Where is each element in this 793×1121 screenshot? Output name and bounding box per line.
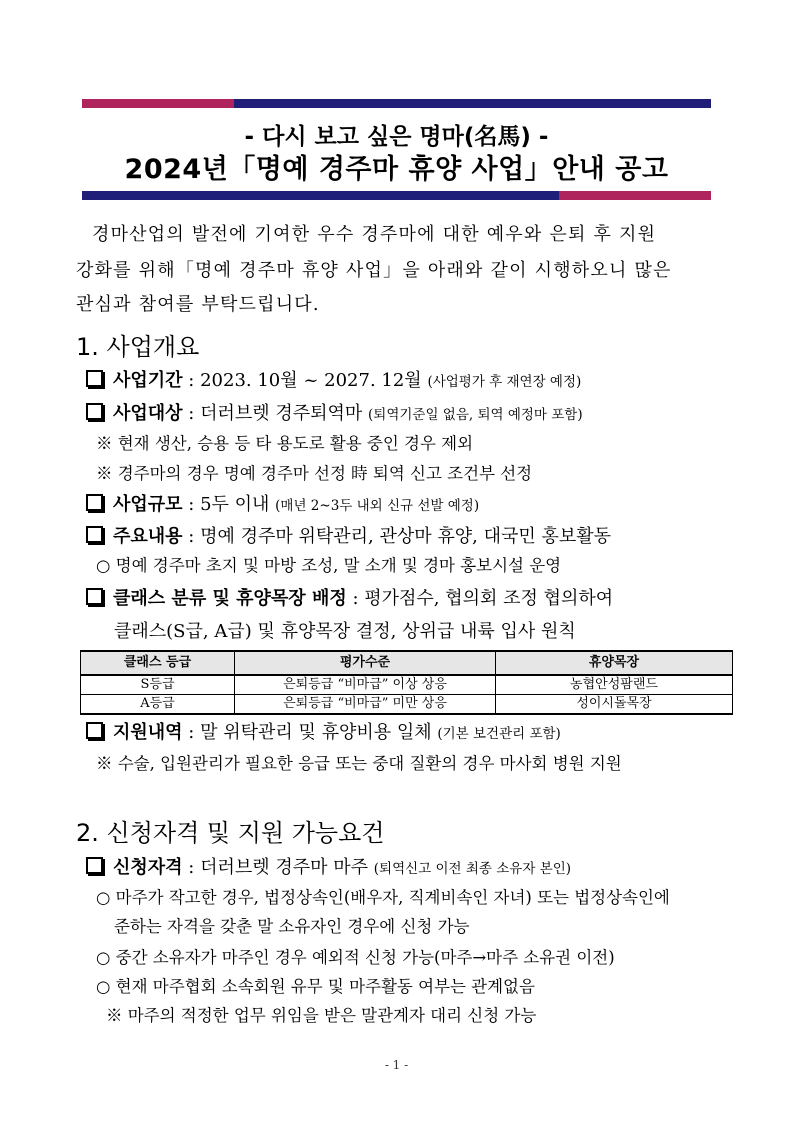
- target-row: [86, 399, 583, 425]
- qual-item-1: ○ 마주가 작고한 경우, 법정상속인(배우자, 직계비속인 자녀) 또는 법정상속인에: [96, 888, 670, 907]
- qual-item-2: ○ 중간 소유자가 마주인 경우 예외적 신청 가능(마주→마주 소유권 이전): [96, 948, 615, 967]
- period-value: : 2023. 10월 ~ 2027. 12월: [188, 370, 422, 391]
- section-2-heading: 2. 신청자격 및 지원 가능요건: [76, 819, 385, 847]
- qual-item-1-cont: 준하는 자격을 갖춘 말 소유자인 경우에 신청 가능: [114, 917, 470, 936]
- checkbox-icon: [86, 722, 103, 739]
- period-note: (사업평가 후 재연장 예정): [427, 374, 582, 390]
- support-note: (기본 보건관리 포함): [437, 726, 561, 742]
- class-line-2: 클래스(S급, A급) 및 휴양목장 결정, 상위급 내륙 입사 원칙: [114, 621, 576, 642]
- content-row: [86, 522, 611, 548]
- content-label: 주요내용: [113, 526, 183, 547]
- period-row: [86, 366, 581, 392]
- header-bar-bottom-navy: [82, 191, 559, 200]
- checkbox-icon: [86, 857, 103, 874]
- class-label: 클래스 분류 및 휴양목장 배정: [113, 588, 347, 609]
- scale-label: 사업규모: [113, 494, 183, 515]
- checkbox-icon: [86, 370, 103, 387]
- target-note: (퇴역기준일 없음, 퇴역 예정마 포함): [368, 407, 583, 423]
- section-1-heading: 1. 사업개요: [76, 333, 200, 361]
- table-row: [81, 695, 733, 715]
- doc-title: 2024년「명예 경주마 휴양 사업」안내 공고: [124, 154, 669, 185]
- table-cell: 은퇴등급 “비마급” 이상 상응: [235, 675, 496, 695]
- target-note-2: ※ 경주마의 경우 명예 경주마 선정 時 퇴역 신고 조건부 선정: [96, 464, 533, 483]
- table-header: 클래스 등급: [81, 651, 235, 675]
- support-row: [86, 718, 561, 744]
- content-value: : 명예 경주마 위탁관리, 관상마 휴양, 대국민 홍보활동: [188, 526, 612, 547]
- checkbox-icon: [86, 494, 103, 511]
- checkbox-icon: [86, 588, 103, 605]
- support-note-line: ※ 수술, 입원관리가 필요한 응급 또는 중대 질환의 경우 마사회 병원 지원: [96, 754, 622, 773]
- target-note-1: ※ 현재 생산, 승용 등 타 용도로 활용 중인 경우 제외: [96, 434, 474, 453]
- table-header: 휴양목장: [496, 651, 733, 675]
- content-note: ○ 명예 경주마 초지 및 마방 조성, 말 소개 및 경마 홍보시설 운영: [96, 556, 562, 575]
- table-cell: 은퇴등급 “비마급” 미만 상응: [235, 695, 496, 715]
- period-label: 사업기간: [113, 370, 183, 391]
- qual-note: (퇴역신고 이전 최종 소유자 본인): [373, 861, 571, 877]
- table-cell: 성이시돌목장: [496, 695, 733, 715]
- doc-subtitle: - 다시 보고 싶은 명마(名馬) -: [244, 124, 549, 150]
- support-value: : 말 위탁관리 및 휴양비용 일체: [188, 722, 432, 743]
- checkbox-icon: [86, 526, 103, 543]
- header-bar-bottom-magenta: [559, 191, 711, 200]
- header-bar-top-navy: [234, 99, 711, 108]
- qual-row: [86, 853, 571, 879]
- qual-label: 신청자격: [113, 857, 183, 878]
- table-header: 평가수준: [235, 651, 496, 675]
- intro-line-3: 관심과 참여를 부탁드립니다.: [76, 294, 320, 315]
- target-value: : 더러브렛 경주퇴역마: [188, 403, 363, 424]
- class-value: : 평가점수, 협의회 조정 협의하여: [352, 588, 614, 609]
- table-cell: A등급: [81, 695, 235, 715]
- qual-value: : 더러브렛 경주마 마주: [188, 857, 369, 878]
- scale-value: : 5두 이내: [188, 494, 270, 515]
- intro-line-2: 강화를 위해「명예 경주마 휴양 사업」을 아래와 같이 시행하오니 많은: [76, 260, 672, 281]
- class-table: [80, 650, 733, 715]
- qual-item-4: ※ 마주의 적정한 업무 위임을 받은 말관계자 대리 신청 가능: [106, 1006, 537, 1025]
- scale-note: (매년 2~3두 내외 신규 선발 예정): [275, 498, 480, 514]
- page-number: - 1 -: [384, 1058, 409, 1072]
- target-label: 사업대상: [113, 403, 183, 424]
- checkbox-icon: [86, 403, 103, 420]
- table-cell: 농협안성팜랜드: [496, 675, 733, 695]
- table-row: [81, 675, 733, 695]
- class-row: [86, 584, 613, 610]
- intro-line-1: 경마산업의 발전에 기여한 우수 경주마에 대한 예우와 은퇴 후 지원: [92, 224, 657, 245]
- scale-row: [86, 490, 479, 516]
- support-label: 지원내역: [113, 722, 183, 743]
- table-cell: S등급: [81, 675, 235, 695]
- header-bar-top-magenta: [82, 99, 234, 108]
- qual-item-3: ○ 현재 마주협회 소속회원 유무 및 마주활동 여부는 관계없음: [96, 977, 535, 996]
